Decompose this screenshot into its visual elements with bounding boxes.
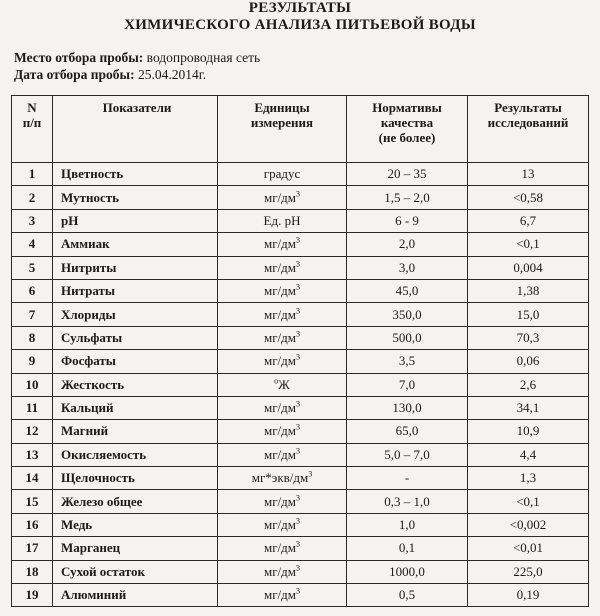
- row-indicator: Медь: [53, 513, 218, 536]
- row-norm: -: [347, 467, 468, 490]
- header-number-line2: п/п: [22, 115, 42, 130]
- row-indicator: Сухой остаток: [53, 560, 218, 583]
- unit-text: мг*экв/дм: [251, 470, 309, 486]
- row-result: 4,4: [468, 443, 589, 466]
- unit-superscript: 3: [296, 282, 300, 292]
- row-unit: [218, 584, 347, 607]
- sample-date-value: 25.04.2014г.: [134, 67, 207, 82]
- row-unit: [218, 209, 347, 232]
- unit-text: мг/дм: [263, 493, 296, 509]
- table-row: [12, 584, 589, 607]
- header-norm: [347, 96, 468, 163]
- table-row: [12, 163, 589, 186]
- row-indicator: Марганец: [53, 537, 218, 560]
- row-indicator: Нитраты: [53, 279, 218, 302]
- unit-superscript: 3: [296, 446, 300, 456]
- row-norm: 7,0: [347, 373, 468, 396]
- row-norm: 20 – 35: [347, 163, 468, 186]
- table-row: [12, 303, 589, 326]
- sample-place-value: водопроводная сеть: [143, 50, 261, 65]
- row-indicator: Алюминий: [53, 584, 218, 607]
- unit-superscript: 3: [296, 399, 300, 409]
- row-indicator: Кальций: [53, 396, 218, 419]
- row-number: 14: [12, 467, 53, 490]
- row-indicator: Фосфаты: [53, 350, 218, 373]
- unit-text: мг/дм: [263, 306, 296, 322]
- unit-text: мг/дм: [263, 353, 296, 369]
- row-number: 7: [12, 303, 53, 326]
- unit-text: мг/дм: [263, 329, 296, 345]
- row-unit: [218, 233, 347, 256]
- unit-text: мг/дм: [263, 517, 296, 533]
- sample-date-label: Дата отбора пробы:: [14, 67, 135, 82]
- unit-text: мг/дм: [263, 259, 296, 275]
- header-norm-line2: качества: [380, 115, 434, 130]
- unit-text: мг/дм: [263, 587, 296, 603]
- table-row: [12, 560, 589, 583]
- table-row: [12, 513, 589, 536]
- row-unit: [218, 186, 347, 209]
- row-result: 34,1: [468, 396, 589, 419]
- row-unit: [218, 256, 347, 279]
- row-unit: [218, 490, 347, 513]
- row-result: 0,06: [468, 350, 589, 373]
- row-unit: [218, 163, 347, 186]
- row-result: <0,58: [468, 186, 589, 209]
- unit-text: мг/дм: [263, 189, 296, 205]
- row-norm: 130,0: [347, 396, 468, 419]
- unit-superscript: 3: [296, 236, 300, 246]
- table-row: [12, 279, 589, 302]
- row-norm: 5,0 – 7,0: [347, 443, 468, 466]
- unit-superscript: 3: [296, 563, 300, 573]
- table-row: [12, 186, 589, 209]
- unit-text: мг/дм: [263, 563, 296, 579]
- row-unit: [218, 560, 347, 583]
- table-row: [12, 467, 589, 490]
- table-row: [12, 420, 589, 443]
- row-norm: 0,3 – 1,0: [347, 490, 468, 513]
- header-indicator-text: Показатели: [102, 100, 172, 115]
- row-unit: [218, 467, 347, 490]
- unit-superscript: 3: [296, 516, 300, 526]
- row-number: 4: [12, 233, 53, 256]
- table-row: [12, 233, 589, 256]
- row-norm: 65,0: [347, 420, 468, 443]
- table-row: [12, 209, 589, 232]
- row-result: 70,3: [468, 326, 589, 349]
- row-indicator: Щелочность: [53, 467, 218, 490]
- table-header-row: [12, 96, 589, 163]
- row-number: 3: [12, 209, 53, 232]
- unit-superscript: 3: [296, 493, 300, 503]
- row-number: 9: [12, 350, 53, 373]
- table-row: [12, 326, 589, 349]
- row-result: 10,9: [468, 420, 589, 443]
- row-number: 10: [12, 373, 53, 396]
- row-unit: [218, 350, 347, 373]
- row-unit: [218, 396, 347, 419]
- unit-superscript: 3: [296, 423, 300, 433]
- row-norm: 45,0: [347, 279, 468, 302]
- row-number: 8: [12, 326, 53, 349]
- row-number: 11: [12, 396, 53, 419]
- row-number: 19: [12, 584, 53, 607]
- row-number: 18: [12, 560, 53, 583]
- table-row: [12, 396, 589, 419]
- unit-text: мг/дм: [263, 283, 296, 299]
- unit-text: Ед. pH: [263, 212, 301, 228]
- row-norm: 2,0: [347, 233, 468, 256]
- document-title-line1: РЕЗУЛЬТАТЫ: [248, 0, 352, 16]
- row-unit: [218, 513, 347, 536]
- header-norm-line1: Нормативы: [372, 100, 442, 115]
- row-indicator: Окисляемость: [53, 443, 218, 466]
- row-number: 13: [12, 443, 53, 466]
- table-row: [12, 490, 589, 513]
- row-number: 12: [12, 420, 53, 443]
- sample-date: [14, 67, 206, 83]
- row-result: 13: [468, 163, 589, 186]
- unit-text: градус: [263, 166, 301, 182]
- row-indicator: Цветность: [53, 163, 218, 186]
- row-unit: [218, 279, 347, 302]
- row-unit: [218, 303, 347, 326]
- row-norm: 500,0: [347, 326, 468, 349]
- row-unit: [218, 537, 347, 560]
- row-unit: [218, 326, 347, 349]
- unit-prefix: о: [274, 376, 279, 386]
- header-number: [12, 96, 53, 163]
- row-norm: 6 - 9: [347, 209, 468, 232]
- unit-superscript: 3: [296, 306, 300, 316]
- row-indicator: Хлориды: [53, 303, 218, 326]
- header-unit-line2: измерения: [250, 115, 314, 130]
- row-unit: [218, 373, 347, 396]
- row-indicator: Магний: [53, 420, 218, 443]
- sample-place: [14, 50, 260, 66]
- table-row: [12, 373, 589, 396]
- unit-superscript: 3: [296, 329, 300, 339]
- row-number: 6: [12, 279, 53, 302]
- unit-text: мг/дм: [263, 423, 296, 439]
- row-result: <0,002: [468, 513, 589, 536]
- header-indicator: [53, 96, 218, 163]
- row-number: 16: [12, 513, 53, 536]
- row-norm: 1000,0: [347, 560, 468, 583]
- row-number: 1: [12, 163, 53, 186]
- row-result: 0,004: [468, 256, 589, 279]
- table-row: [12, 537, 589, 560]
- row-number: 5: [12, 256, 53, 279]
- header-result: [468, 96, 589, 163]
- unit-superscript: 3: [296, 540, 300, 550]
- unit-text: Ж: [278, 376, 290, 392]
- row-norm: 3,5: [347, 350, 468, 373]
- unit-text: мг/дм: [263, 540, 296, 556]
- unit-text: мг/дм: [263, 446, 296, 462]
- row-unit: [218, 420, 347, 443]
- row-norm: 0,5: [347, 584, 468, 607]
- row-indicator: Аммиак: [53, 233, 218, 256]
- unit-superscript: 3: [296, 586, 300, 596]
- unit-superscript: 3: [296, 189, 300, 199]
- row-indicator: pH: [53, 209, 218, 232]
- row-result: <0,1: [468, 233, 589, 256]
- row-unit: [218, 443, 347, 466]
- unit-text: мг/дм: [263, 400, 296, 416]
- row-result: <0,1: [468, 490, 589, 513]
- document-title-line2: ХИМИЧЕСКОГО АНАЛИЗА ПИТЬЕВОЙ ВОДЫ: [124, 17, 476, 33]
- row-result: <0,01: [468, 537, 589, 560]
- header-result-line1: Результаты: [494, 100, 562, 115]
- table-body: [12, 163, 589, 607]
- header-result-line2: исследований: [487, 115, 569, 130]
- row-indicator: Сульфаты: [53, 326, 218, 349]
- row-number: 2: [12, 186, 53, 209]
- row-number: 17: [12, 537, 53, 560]
- row-norm: 3,0: [347, 256, 468, 279]
- table-row: [12, 350, 589, 373]
- row-result: 2,6: [468, 373, 589, 396]
- row-norm: 0,1: [347, 537, 468, 560]
- unit-text: мг/дм: [263, 236, 296, 252]
- header-norm-line3: (не более): [378, 130, 436, 145]
- row-number: 15: [12, 490, 53, 513]
- header-unit: [218, 96, 347, 163]
- row-indicator: Мутность: [53, 186, 218, 209]
- table-row: [12, 443, 589, 466]
- row-norm: 350,0: [347, 303, 468, 326]
- analysis-table: [11, 95, 589, 607]
- unit-superscript: 3: [308, 469, 313, 479]
- row-result: 6,7: [468, 209, 589, 232]
- row-indicator: Нитриты: [53, 256, 218, 279]
- row-result: 225,0: [468, 560, 589, 583]
- row-indicator: Жесткость: [53, 373, 218, 396]
- sample-place-label: Место отбора пробы:: [14, 50, 144, 65]
- unit-superscript: 3: [296, 259, 300, 269]
- row-norm: 1,5 – 2,0: [347, 186, 468, 209]
- row-indicator: Железо общее: [53, 490, 218, 513]
- row-norm: 1,0: [347, 513, 468, 536]
- header-number-line1: N: [27, 100, 37, 115]
- header-unit-line1: Единицы: [254, 100, 310, 115]
- row-result: 0,19: [468, 584, 589, 607]
- table-row: [12, 256, 589, 279]
- row-result: 1,38: [468, 279, 589, 302]
- unit-superscript: 3: [296, 352, 300, 362]
- row-result: 15,0: [468, 303, 589, 326]
- row-result: 1,3: [468, 467, 589, 490]
